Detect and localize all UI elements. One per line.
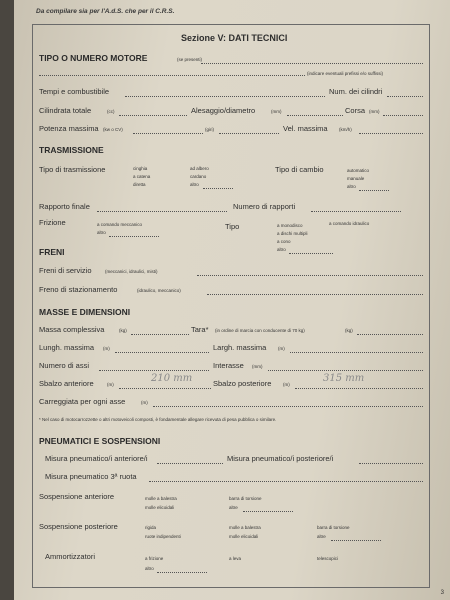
sp-opt-balestra[interactable]: molle a balestra (229, 525, 261, 530)
velocita-field[interactable] (359, 133, 423, 134)
potenza-label: Potenza massima (39, 124, 99, 133)
trasm-opt-catena[interactable]: a catena (133, 174, 151, 179)
pneu-ant-label: Misura pneumatico/i anteriore/i (45, 454, 148, 463)
trasm-opt-albero[interactable]: ad albero (190, 166, 209, 171)
sp-opt-torsione[interactable]: barra di torsione (317, 525, 350, 530)
sbalzo-post-field[interactable] (295, 388, 423, 389)
velocita-label: Vel. massima (283, 124, 328, 133)
carreggiata-label: Carreggiata per ogni asse (39, 397, 126, 406)
form-page (14, 0, 450, 600)
cilindri-field[interactable] (387, 96, 423, 97)
assi-label: Numero di assi (39, 361, 90, 370)
am-opt-frizione[interactable]: a frizione (145, 556, 164, 561)
larghezza-unit: (m) (278, 346, 285, 351)
engine-type-field-2[interactable] (39, 75, 305, 76)
rapporto-label: Rapporto finale (39, 202, 90, 211)
alesaggio-field[interactable] (287, 115, 343, 116)
cambio-opt-automatico[interactable]: automatico (347, 168, 370, 173)
sa-opt-balestra[interactable]: molle a balestra (145, 496, 177, 501)
carreggiata-unit: (m) (141, 400, 148, 405)
engine-type-note: (se presenti) (177, 57, 203, 62)
pneu-ant-field[interactable] (157, 463, 223, 464)
engine-suffix-note: (indicare eventuali prefissi e/o suffissi) (307, 71, 383, 76)
freno-stazionamento-label: Freno di stazionamento (39, 285, 118, 294)
pneu-post-field[interactable] (359, 463, 423, 464)
giri-field[interactable] (219, 133, 279, 134)
page-header: Da compilare sia per l'A.d.S. che per il C.R.S. (36, 8, 175, 15)
sbalzo-ant-value: 210 mm (151, 373, 193, 384)
massa-field[interactable] (131, 334, 189, 335)
giri-unit: (giri) (205, 127, 214, 132)
am-opt-telescopici[interactable]: telescopici (317, 556, 339, 561)
rapporto-field[interactable] (97, 211, 227, 212)
sa-opt-torsione[interactable]: barra di torsione (229, 496, 262, 501)
am-altro-field[interactable] (157, 572, 207, 573)
alesaggio-unit: (mm) (271, 109, 282, 114)
engine-type-label: TIPO O NUMERO MOTORE (39, 53, 148, 63)
cilindrata-unit: (cc) (107, 109, 115, 114)
tipo-opt-cono[interactable]: a cono (277, 239, 291, 244)
cambio-opt-altro[interactable]: altro (347, 184, 356, 189)
freni-servizio-field[interactable] (197, 275, 423, 276)
sa-altre-field[interactable] (243, 511, 293, 512)
cilindrata-label: Cilindrata totale (39, 106, 92, 115)
trasm-opt-cardano[interactable]: cardano (190, 174, 207, 179)
velocita-unit: (km/h) (339, 127, 352, 132)
assi-field[interactable] (99, 370, 209, 371)
sbalzo-ant-label: Sbalzo anteriore (39, 379, 94, 388)
pneu-terza-label: Misura pneumatico 3ª ruota (45, 472, 137, 481)
tyres-title: PNEUMATICI E SOSPENSIONI (39, 436, 161, 446)
tipo-altro-field[interactable] (289, 253, 333, 254)
massa-unit: (kg) (119, 328, 127, 333)
tipo-opt-monodisco[interactable]: a monodisco (277, 223, 303, 228)
sa-opt-altre[interactable]: altre (229, 505, 238, 510)
trasm-altro-field[interactable] (203, 188, 233, 189)
sbalzo-post-value: 315 mm (323, 373, 365, 384)
freni-servizio-label: Freni di servizio (39, 266, 92, 275)
corsa-unit: (mm) (369, 109, 380, 114)
larghezza-field[interactable] (290, 352, 423, 353)
pneu-post-label: Misura pneumatico/i posteriore/i (227, 454, 334, 463)
sp-opt-elicoidali[interactable]: molle elicoidali (229, 534, 259, 539)
lunghezza-field[interactable] (115, 352, 209, 353)
potenza-field[interactable] (133, 133, 203, 134)
sp-opt-altre[interactable]: altre (317, 534, 326, 539)
tipo-opt-idraulico[interactable]: a comando idraulico (329, 221, 370, 226)
sosp-ant-label: Sospensione anteriore (39, 492, 115, 501)
frizione-altro-field[interactable] (109, 236, 159, 237)
tempi-field[interactable] (125, 96, 325, 97)
am-opt-leva[interactable]: a leva (229, 556, 242, 561)
sbalzo-ant-field[interactable] (119, 388, 211, 389)
tara-note: (in ordine di marcia con conducente di 70 kg) (215, 328, 305, 333)
sbalzo-post-label: Sbalzo posteriore (213, 379, 272, 388)
trasm-opt-diretta[interactable]: diretta (133, 182, 146, 187)
trasmissione-tipo-label: Tipo di trasmissione (39, 165, 106, 174)
tara-unit: (kg) (345, 328, 353, 333)
cilindri-label: Num. dei cilindri (329, 87, 383, 96)
numero-rapporti-field[interactable] (311, 211, 401, 212)
tipo-opt-altro[interactable]: altro (277, 247, 286, 252)
ammortizzatori-label: Ammortizzatori (45, 552, 96, 561)
transmission-title: TRASMISSIONE (39, 145, 104, 155)
lunghezza-unit: (m) (103, 346, 110, 351)
frizione-label: Frizione (39, 218, 66, 227)
cambio-opt-manuale[interactable]: manuale (347, 176, 365, 181)
sp-altre-field[interactable] (331, 540, 381, 541)
interasse-label: Interasse (213, 361, 244, 370)
tempi-label: Tempi e combustibile (39, 87, 110, 96)
cilindrata-field[interactable] (119, 115, 187, 116)
trasm-opt-cinghia[interactable]: cinghia (133, 166, 148, 171)
massa-label: Massa complessiva (39, 325, 105, 334)
sosp-post-label: Sospensione posteriore (39, 522, 118, 531)
engine-type-field[interactable] (201, 63, 423, 64)
mass-title: MASSE E DIMENSIONI (39, 307, 131, 317)
larghezza-label: Largh. massima (213, 343, 267, 352)
cambio-altro-field[interactable] (359, 190, 389, 191)
section-title: Sezione V: DATI TECNICI (181, 33, 288, 43)
mass-footnote: * Nel caso di motocarrozzette o altri motoveicoli composti, è fondamentale allegare ricevuta di pesa pubblica o similare. (39, 417, 277, 422)
alesaggio-label: Alesaggio/diametro (191, 106, 256, 115)
am-opt-altro[interactable]: altro (145, 566, 154, 571)
sa-opt-elicoidali[interactable]: molle elicoidali (145, 505, 175, 510)
pneu-terza-field[interactable] (149, 481, 423, 482)
frizione-opt-altro[interactable]: altro (97, 230, 106, 235)
tara-field[interactable] (357, 334, 423, 335)
cambio-label: Tipo di cambio (275, 165, 324, 174)
carreggiata-field[interactable] (153, 406, 423, 407)
sp-opt-indipendenti[interactable]: ruote indipendenti (145, 534, 181, 539)
interasse-unit: (mm) (252, 364, 263, 369)
numero-rapporti-label: Numero di rapporti (233, 202, 296, 211)
page-number: 3 (440, 590, 444, 596)
sbalzo-ant-unit: (m) (107, 382, 114, 387)
freno-stazionamento-field[interactable] (207, 294, 423, 295)
corsa-field[interactable] (383, 115, 423, 116)
corsa-label: Corsa (345, 106, 366, 115)
brakes-title: FRENI (39, 247, 65, 257)
tara-label: Tara* (191, 325, 209, 334)
interasse-field[interactable] (268, 370, 423, 371)
frizione-opt-meccanico[interactable]: a comando meccanico (97, 222, 143, 227)
lunghezza-label: Lungh. massima (39, 343, 95, 352)
frizione-tipo-label: Tipo (225, 222, 240, 231)
freni-servizio-note: (meccanici, idraulici, misti) (105, 269, 158, 274)
potenza-unit: (kw o CV) (103, 127, 123, 132)
sbalzo-post-unit: (m) (283, 382, 290, 387)
trasm-opt-altro[interactable]: altro (190, 182, 199, 187)
form-frame (32, 24, 430, 588)
freno-stazionamento-note: (idraulico, meccanico) (137, 288, 181, 293)
sp-opt-rigida[interactable]: rigida (145, 525, 157, 530)
tipo-opt-dischi[interactable]: a dischi multipli (277, 231, 308, 236)
